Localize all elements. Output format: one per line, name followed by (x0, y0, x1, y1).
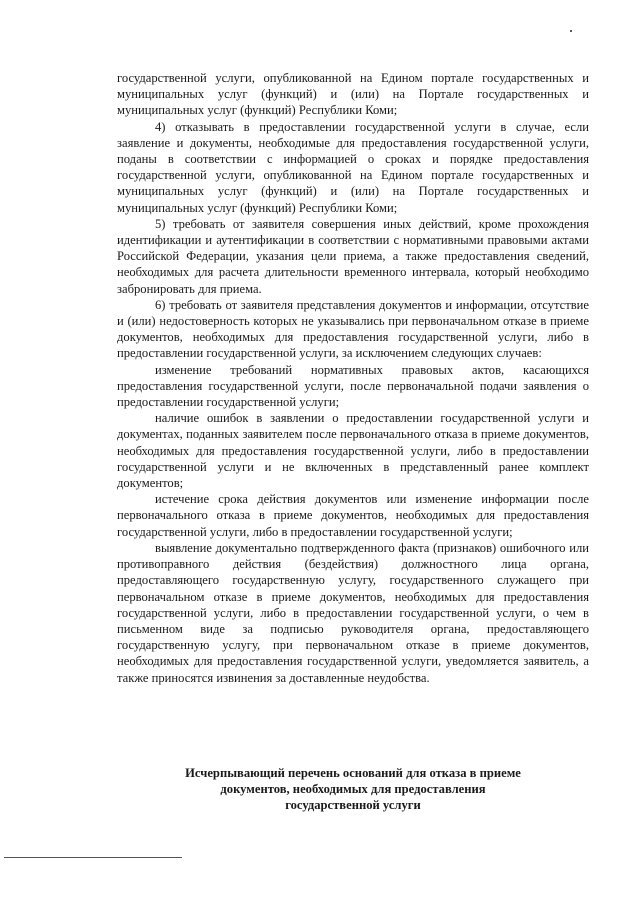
footnote-divider (4, 857, 182, 858)
document-body (117, 70, 589, 686)
paragraph-item-4: 4) отказывать в предоставлении государственной услуги в случае, если заявление и документы, необходимые для предоставления государственной услуги, поданы в соответствии с информацией о сроках и порядке предоставления государственной услуги, опубликованной на Едином портале государственных и муниципальных услуг (функций) и (или) на Портале государственных и муниципальных услуг (функций) Республики Коми; (117, 119, 589, 215)
paragraph-case-3: истечение срока действия документов или изменение информации после первоначального отказа в приеме документов, необходимых для предоставления государственной услуги, либо в предоставлении государственной услуги; (117, 492, 589, 539)
heading-line-3: государственной услуги (285, 798, 421, 813)
heading-line-1: Исчерпывающий перечень оснований для отказа в приеме (185, 766, 521, 780)
section-heading (117, 765, 589, 814)
paragraph-item-6: 6) требовать от заявителя представления документов и информации, отсутствие и (или) недостоверность которых не указывались при первоначальном отказе в приеме документов, необходимых для предоставления государственной услуги, либо в предоставлении государственной услуги, за исключением следующих случаев: (117, 297, 589, 361)
scan-speck (570, 30, 572, 32)
paragraph-continuation: государственной услуги, опубликованной на Едином портале государственных и муниципальных услуг (функций) и (или) на Портале государственных и муниципальных услуг (функций) Республики Коми; (117, 71, 589, 118)
paragraph-case-1: изменение требований нормативных правовых актов, касающихся предоставления государственной услуги, после первоначальной подачи заявления о предоставлении государственной услуги; (117, 362, 589, 410)
heading-line-2: документов, необходимых для предоставления (220, 782, 486, 797)
paragraph-case-4: выявление документально подтвержденного факта (признаков) ошибочного или противоправного действия (бездействия) должностного лица органа, предоставляющего государственную услугу, государственного служащего при первоначальном отказе в приеме документов, необходимых для предоставления государственной услуги, либо в предоставлении государственной услуги, о чем в письменном виде за подписью руководителя органа, предоставляющего государственную услугу, при первоначальном отказе в приеме документов, необходимых для предоставления государственной услуги, уведомляется заявитель, а также приносятся извинения за доставленные неудобства. (117, 540, 589, 685)
paragraph-item-5: 5) требовать от заявителя совершения иных действий, кроме прохождения идентификации и аутентификации в соответствии с нормативными правовыми актами Российской Федерации, указания цели приема, а также предоставления сведений, необходимых для расчета длительности временного интервала, который необходимо забронировать для приема. (117, 216, 589, 296)
paragraph-case-2: наличие ошибок в заявлении о предоставлении государственной услуги и документах, поданных заявителем после первоначального отказа в приеме документов, необходимых для предоставления государственной услуги, либо в предоставлении государственной услуги и не включенных в представленный ранее комплект документов; (117, 411, 589, 491)
